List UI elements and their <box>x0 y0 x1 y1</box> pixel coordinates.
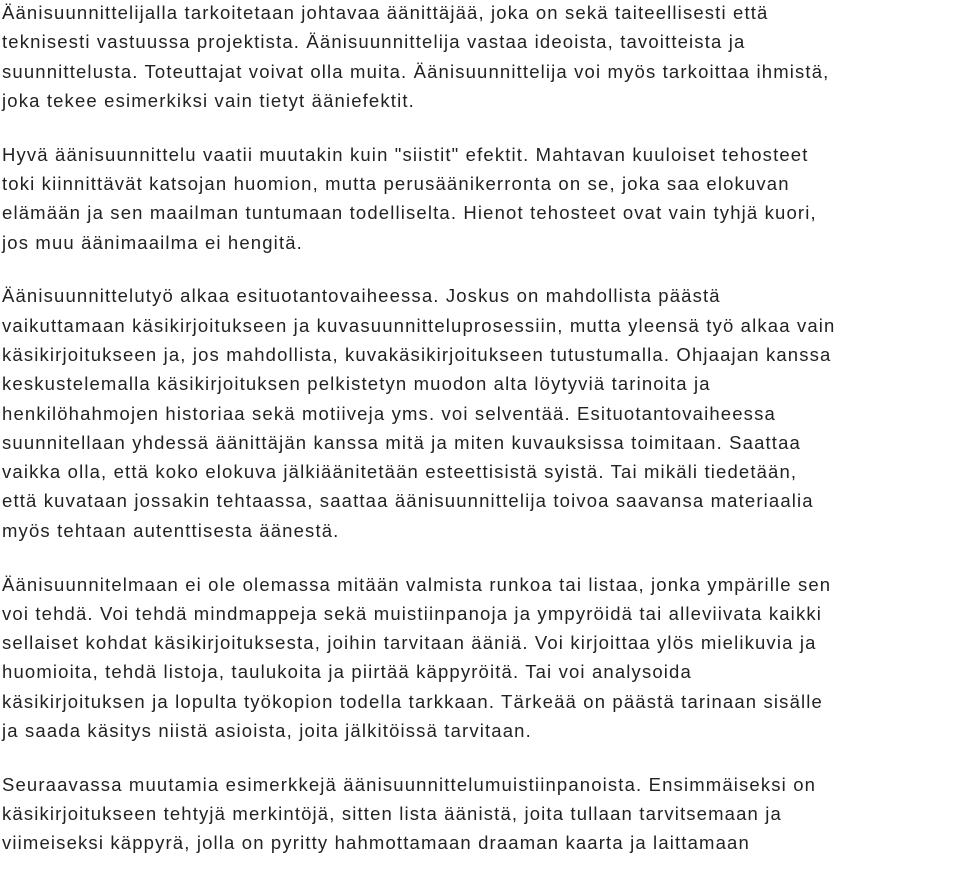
text-line: Seuraavassa muutamia esimerkkejä äänisuunnittelumuistiinpanoista. Ensimmäiseksi on <box>2 773 817 795</box>
text-line: teknisesti vastuussa projektista. Äänisuunnittelija vastaa ideoista, tavoitteista ja <box>2 31 746 53</box>
text-line: ja saada käsitys niistä asioista, joita jälkitöissä tarvitaan. <box>2 720 532 742</box>
paragraph-spacer <box>2 257 956 282</box>
paragraph-spacer <box>2 115 956 140</box>
paragraph-sound-designer-definition <box>2 0 956 115</box>
text-line: käsikirjoituksen ja lopulta työkopion todella tarkkaan. Tärkeää on päästä tarinaan sisälle <box>2 690 823 712</box>
text-line: Äänisuunnittelutyö alkaa esituotantovaiheessa. Joskus on mahdollista päästä <box>2 285 721 307</box>
paragraph-spacer <box>2 545 956 570</box>
text-line: toki kiinnittävät katsojan huomion, mutta perusäänikerronta on se, joka saa elokuvan <box>2 172 790 194</box>
paragraph-spacer <box>2 745 956 770</box>
paragraph-good-sound-design <box>2 140 956 257</box>
text-line: keskustelemalla käsikirjoituksen pelkistetyn muodon alta löytyviä tarinoita ja <box>2 373 711 395</box>
text-line: Äänisuunnittelijalla tarkoitetaan johtavaa äänittäjää, joka on sekä taiteellisesti että <box>2 2 769 23</box>
text-line: joka tekee esimerkiksi vain tietyt ääniefektit. <box>2 89 415 111</box>
text-line: elämään ja sen maailman tuntumaan todelliselta. Hienot tehosteet ovat vain tyhjä kuori, <box>2 202 817 224</box>
paragraph-examples <box>2 770 956 858</box>
text-line: käsikirjoitukseen ja, jos mahdollista, kuvakäsikirjoitukseen tutustumalla. Ohjaajan kanssa <box>2 343 832 365</box>
text-line: sellaiset kohdat käsikirjoituksesta, joihin tarvitaan ääniä. Voi kirjoittaa ylös mielikuvia ja <box>2 632 817 654</box>
text-line: että kuvataan jossakin tehtaassa, saattaa äänisuunnittelija toivoa saavansa materiaalia <box>2 490 814 512</box>
text-line: suunnittelusta. Toteuttajat voivat olla muita. Äänisuunnittelija voi myös tarkoittaa ihmistä, <box>2 60 830 82</box>
text-line: vaikuttamaan käsikirjoitukseen ja kuvasuunnitteluprosessiin, mutta yleensä työ alkaa vain <box>2 314 836 336</box>
paragraph-preproduction <box>2 281 956 545</box>
text-line: Hyvä äänisuunnittelu vaatii muutakin kuin "siistit" efektit. Mahtavan kuuloiset tehosteet <box>2 143 809 165</box>
text-line: viimeiseksi käppyrä, jolla on pyritty hahmottamaan draaman kaarta ja laittamaan <box>2 832 750 854</box>
text-line: vaikka olla, että koko elokuva jälkiäänitetään esteettisistä syistä. Tai mikäli tiedetään, <box>2 461 798 483</box>
text-line: Äänisuunnitelmaan ei ole olemassa mitään valmista runkoa tai listaa, jonka ympärille sen <box>2 573 832 595</box>
text-line: myös tehtaan autenttisesta äänestä. <box>2 519 340 541</box>
text-line: suunnitellaan yhdessä äänittäjän kanssa mitä ja miten kuvauksissa toimitaan. Saattaa <box>2 431 801 453</box>
text-line: henkilöhahmojen historiaa sekä motiiveja yms. voi selventää. Esituotantovaiheessa <box>2 402 776 424</box>
text-line: voi tehdä. Voi tehdä mindmappeja sekä muistiinpanoja ja ympyröidä tai alleviivata kaikki <box>2 602 823 624</box>
text-line: käsikirjoitukseen tehtyjä merkintöjä, sitten lista äänistä, joita tullaan tarvitsemaan ja <box>2 803 782 825</box>
text-line: huomioita, tehdä listoja, taulukoita ja piirtää käppyröitä. Tai voi analysoida <box>2 661 692 683</box>
document-body <box>2 0 956 858</box>
paragraph-sound-plan <box>2 570 956 746</box>
text-line: jos muu äänimaailma ei hengitä. <box>2 231 303 253</box>
